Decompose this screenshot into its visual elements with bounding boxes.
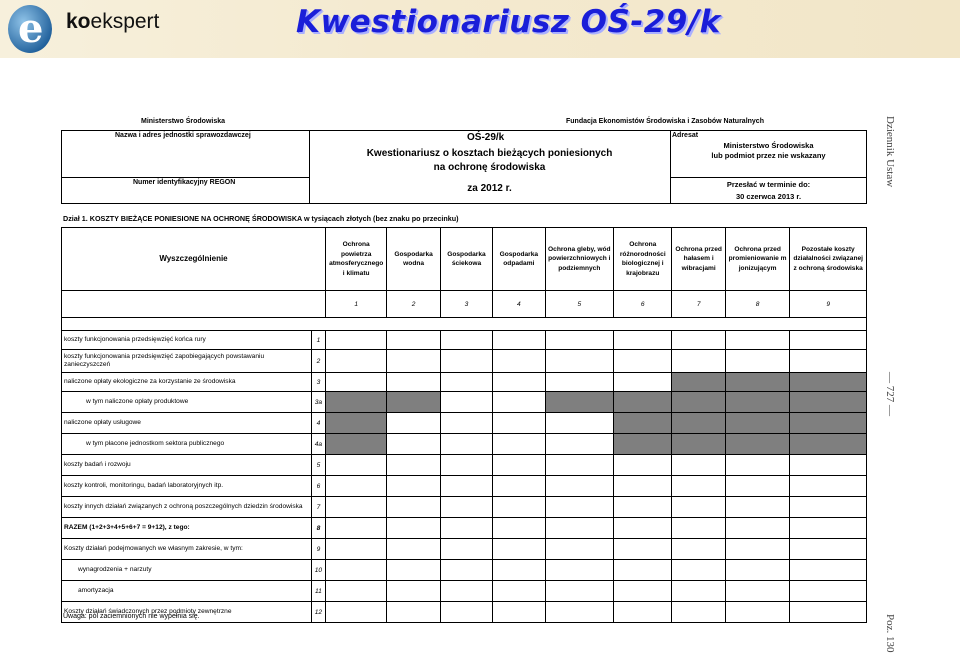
shaded-cell [790, 413, 867, 434]
table-header-row [62, 228, 867, 291]
addressee-line-2: lub podmiot przez nie wskazany [711, 151, 826, 160]
ministry-label: Ministerstwo Środowiska [141, 118, 226, 125]
input-cell[interactable] [672, 581, 725, 602]
shaded-cell [325, 413, 386, 434]
input-cell[interactable] [325, 476, 386, 497]
input-cell[interactable] [545, 350, 614, 373]
input-cell[interactable] [725, 560, 789, 581]
shaded-cell [725, 413, 789, 434]
table-row [62, 350, 867, 373]
row-number: 9 [311, 539, 325, 560]
page-title: Kwestionariusz OŚ-29/k [296, 4, 721, 40]
row-label: koszty funkcjonowania przedsięwzięć zapobiegających powstawaniu zanieczyszczeń [62, 350, 312, 373]
input-cell[interactable] [790, 560, 867, 581]
input-cell[interactable] [387, 350, 440, 373]
table-body [62, 331, 867, 623]
input-cell[interactable] [440, 581, 492, 602]
shaded-cell [725, 434, 789, 455]
foundation-label: Fundacja Ekonomistów Środowiska i Zasobów Naturalnych [566, 118, 764, 125]
name-address-field[interactable] [61, 141, 309, 177]
input-cell[interactable] [493, 350, 545, 373]
input-cell[interactable] [325, 518, 386, 539]
input-cell[interactable] [325, 497, 386, 518]
row-number: 3 [311, 373, 325, 392]
input-cell[interactable] [725, 331, 789, 350]
form-year: za 2012 r. [467, 183, 512, 194]
input-cell[interactable] [493, 331, 545, 350]
input-cell[interactable] [545, 476, 614, 497]
shaded-cell [325, 392, 386, 413]
shaded-cell [614, 392, 672, 413]
column-header: Ochrona przed promieniowanie m jonizującym [725, 228, 789, 291]
input-cell[interactable] [493, 455, 545, 476]
input-cell[interactable] [545, 518, 614, 539]
column-number: 5 [545, 291, 614, 318]
input-cell[interactable] [545, 497, 614, 518]
input-cell[interactable] [545, 560, 614, 581]
table-row [62, 392, 867, 413]
input-cell[interactable] [440, 560, 492, 581]
input-cell[interactable] [545, 434, 614, 455]
input-cell[interactable] [672, 350, 725, 373]
input-cell[interactable] [493, 434, 545, 455]
shaded-cell [545, 392, 614, 413]
input-cell[interactable] [387, 373, 440, 392]
section-title: Dział 1. KOSZTY BIEŻĄCE PONIESIONE NA OCHRONĘ ŚRODOWISKA w tysiącach złotych (bez znaku po przecinku) [63, 214, 459, 223]
row-label: koszty kontroli, monitoringu, badań laboratoryjnych itp. [62, 476, 312, 497]
side-position: Poz. 130 [884, 614, 896, 653]
row-number: 8 [311, 518, 325, 539]
form-code: OŚ-29/k [467, 132, 505, 143]
row-label: w tym płacone jednostkom sektora publicznego [62, 434, 312, 455]
input-cell[interactable] [545, 373, 614, 392]
shaded-cell [725, 373, 789, 392]
input-cell[interactable] [725, 602, 789, 623]
row-label: koszty innych działań związanych z ochroną poszczególnych dziedzin środowiska [62, 497, 312, 518]
row-label: Koszty działań świadczonych przez podmioty zewnętrzne [62, 602, 312, 623]
row-number: 12 [311, 602, 325, 623]
input-cell[interactable] [614, 518, 672, 539]
shaded-cell [672, 373, 725, 392]
regon-field[interactable] [61, 187, 309, 204]
input-cell[interactable] [387, 434, 440, 455]
column-header: Gospodarka ściekowa [440, 228, 492, 291]
input-cell[interactable] [325, 373, 386, 392]
regon-label: Numer identyfikacyjny REGON [133, 179, 236, 186]
table-row [62, 476, 867, 497]
input-cell[interactable] [545, 331, 614, 350]
row-number: 2 [311, 350, 325, 373]
logo-text: koekspert [66, 10, 160, 33]
input-cell[interactable] [725, 581, 789, 602]
input-cell[interactable] [725, 539, 789, 560]
side-journal-name: Dziennik Ustaw [884, 116, 896, 188]
input-cell[interactable] [672, 455, 725, 476]
shaded-cell [387, 392, 440, 413]
column-header: Ochrona przed hałasem i wibracjami [672, 228, 725, 291]
input-cell[interactable] [790, 350, 867, 373]
input-cell[interactable] [440, 373, 492, 392]
input-cell[interactable] [493, 392, 545, 413]
row-number: 4 [311, 413, 325, 434]
table-row [62, 455, 867, 476]
row-number: 3a [311, 392, 325, 413]
shaded-cell [614, 413, 672, 434]
form-sheet [61, 112, 867, 632]
row-number: 11 [311, 581, 325, 602]
shaded-cell [325, 434, 386, 455]
row-number: 5 [311, 455, 325, 476]
input-cell[interactable] [790, 455, 867, 476]
column-number: 6 [614, 291, 672, 318]
input-cell[interactable] [325, 331, 386, 350]
input-cell[interactable] [672, 497, 725, 518]
table-row [62, 539, 867, 560]
row-number: 1 [311, 331, 325, 350]
input-cell[interactable] [440, 497, 492, 518]
input-cell[interactable] [440, 331, 492, 350]
table-row [62, 581, 867, 602]
input-cell[interactable] [440, 476, 492, 497]
column-number-row [62, 291, 867, 318]
shaded-cell [790, 373, 867, 392]
input-cell[interactable] [614, 602, 672, 623]
input-cell[interactable] [614, 331, 672, 350]
input-cell[interactable] [790, 518, 867, 539]
table-row [62, 497, 867, 518]
row-label: naliczone opłaty ekologiczne za korzystanie ze środowiska [62, 373, 312, 392]
input-cell[interactable] [614, 581, 672, 602]
input-cell[interactable] [387, 413, 440, 434]
column-number: 7 [672, 291, 725, 318]
input-cell[interactable] [614, 350, 672, 373]
table-row [62, 518, 867, 539]
input-cell[interactable] [725, 350, 789, 373]
input-cell[interactable] [545, 539, 614, 560]
input-cell[interactable] [387, 476, 440, 497]
input-cell[interactable] [387, 518, 440, 539]
input-cell[interactable] [387, 497, 440, 518]
side-page-number: — 727 — [884, 372, 896, 416]
note: Uwaga: pól zaciemnionych nie wypełnia się. [63, 613, 200, 620]
input-cell[interactable] [325, 602, 386, 623]
column-header: Ochrona gleby, wód powierzchniowych i podziemnych [545, 228, 614, 291]
input-cell[interactable] [387, 331, 440, 350]
input-cell[interactable] [614, 560, 672, 581]
deadline-line-2: 30 czerwca 2013 r. [735, 192, 802, 201]
addressee-label: Adresat [672, 132, 699, 139]
shaded-cell [614, 434, 672, 455]
input-cell[interactable] [545, 602, 614, 623]
input-cell[interactable] [545, 455, 614, 476]
input-cell[interactable] [672, 476, 725, 497]
table-row [62, 373, 867, 392]
input-cell[interactable] [493, 476, 545, 497]
column-number: 1 [325, 291, 386, 318]
input-cell[interactable] [545, 413, 614, 434]
input-cell[interactable] [440, 434, 492, 455]
logo-e-icon [6, 2, 58, 54]
input-cell[interactable] [725, 497, 789, 518]
input-cell[interactable] [790, 331, 867, 350]
input-cell[interactable] [672, 518, 725, 539]
input-cell[interactable] [493, 560, 545, 581]
row-label: RAZEM (1+2+3+4+5+6+7 = 9+12), z tego: [62, 518, 312, 539]
input-cell[interactable] [614, 497, 672, 518]
input-cell[interactable] [387, 602, 440, 623]
input-cell[interactable] [493, 581, 545, 602]
input-cell[interactable] [387, 455, 440, 476]
koekspert-logo [6, 2, 166, 54]
shaded-cell [790, 392, 867, 413]
column-header: Pozostałe koszty działalności związanej z ochroną środowiska [790, 228, 867, 291]
row-number: 10 [311, 560, 325, 581]
input-cell[interactable] [440, 350, 492, 373]
input-cell[interactable] [790, 581, 867, 602]
input-cell[interactable] [325, 581, 386, 602]
input-cell[interactable] [440, 602, 492, 623]
shaded-cell [790, 434, 867, 455]
input-cell[interactable] [493, 413, 545, 434]
column-number: 9 [790, 291, 867, 318]
column-number: 2 [387, 291, 440, 318]
form-title-line-1: Kwestionariusz o kosztach bieżących poniesionych [366, 148, 613, 159]
input-cell[interactable] [325, 539, 386, 560]
input-cell[interactable] [790, 539, 867, 560]
table-row [62, 413, 867, 434]
shaded-cell [672, 434, 725, 455]
input-cell[interactable] [440, 413, 492, 434]
row-label: amortyzacja [62, 581, 312, 602]
input-cell[interactable] [440, 539, 492, 560]
table-row [62, 331, 867, 350]
column-number: 4 [493, 291, 545, 318]
row-number: 7 [311, 497, 325, 518]
cost-table [61, 227, 867, 623]
deadline-line-1: Przesłać w terminie do: [726, 180, 811, 189]
table-row [62, 434, 867, 455]
input-cell[interactable] [493, 373, 545, 392]
row-header: Wyszczególnienie [62, 228, 326, 291]
row-label: koszty funkcjonowania przedsięwzięć końca rury [62, 331, 312, 350]
addressee-line-1: Ministerstwo Środowiska [723, 141, 814, 150]
input-cell[interactable] [614, 455, 672, 476]
input-cell[interactable] [725, 455, 789, 476]
input-cell[interactable] [440, 518, 492, 539]
input-cell[interactable] [790, 602, 867, 623]
input-cell[interactable] [614, 373, 672, 392]
input-cell[interactable] [325, 455, 386, 476]
input-cell[interactable] [725, 476, 789, 497]
input-cell[interactable] [493, 602, 545, 623]
name-address-label: Nazwa i adres jednostki sprawozdawczej [115, 132, 251, 139]
column-header: Ochrona powietrza atmosferycznego i klimatu [325, 228, 386, 291]
input-cell[interactable] [672, 560, 725, 581]
input-cell[interactable] [790, 476, 867, 497]
input-cell[interactable] [790, 497, 867, 518]
input-cell[interactable] [493, 518, 545, 539]
input-cell[interactable] [387, 560, 440, 581]
row-number: 4a [311, 434, 325, 455]
input-cell[interactable] [725, 518, 789, 539]
input-cell[interactable] [387, 539, 440, 560]
column-number: 8 [725, 291, 789, 318]
input-cell[interactable] [325, 350, 386, 373]
row-label: naliczone opłaty usługowe [62, 413, 312, 434]
column-header: Ochrona różnorodności biologicznej i krajobrazu [614, 228, 672, 291]
shaded-cell [672, 392, 725, 413]
row-number: 6 [311, 476, 325, 497]
column-header: Gospodarka odpadami [493, 228, 545, 291]
row-label: wynagrodzenia + narzuty [62, 560, 312, 581]
svg-text:e: e [18, 5, 44, 52]
row-label: koszty badań i rozwoju [62, 455, 312, 476]
shaded-cell [672, 413, 725, 434]
column-number: 3 [440, 291, 492, 318]
input-cell[interactable] [672, 331, 725, 350]
header-banner [0, 0, 960, 58]
input-cell[interactable] [440, 392, 492, 413]
input-cell[interactable] [614, 539, 672, 560]
shaded-cell [725, 392, 789, 413]
input-cell[interactable] [614, 476, 672, 497]
input-cell[interactable] [672, 602, 725, 623]
form-title-line-2: na ochronę środowiska [433, 162, 546, 173]
input-cell[interactable] [545, 581, 614, 602]
input-cell[interactable] [387, 581, 440, 602]
column-header: Gospodarka wodna [387, 228, 440, 291]
row-label: w tym naliczone opłaty produktowe [62, 392, 312, 413]
row-label: Koszty działań podejmowanych we własnym zakresie, w tym: [62, 539, 312, 560]
input-cell[interactable] [672, 539, 725, 560]
input-cell[interactable] [493, 539, 545, 560]
input-cell[interactable] [440, 455, 492, 476]
input-cell[interactable] [493, 497, 545, 518]
table-row [62, 560, 867, 581]
input-cell[interactable] [325, 560, 386, 581]
